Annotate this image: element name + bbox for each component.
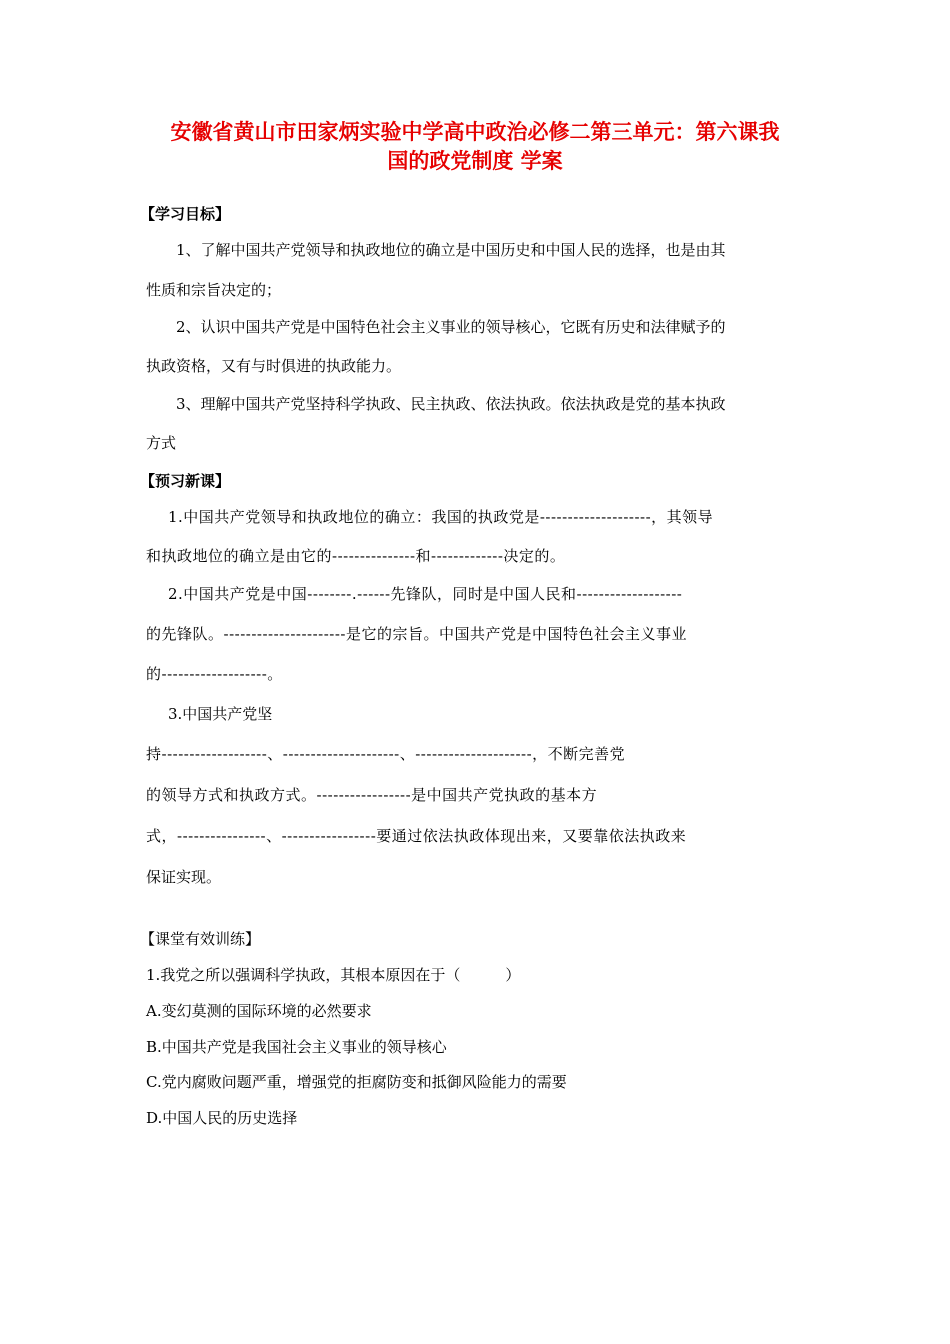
- practice-heading: 【课堂有效训练】: [140, 930, 261, 948]
- practice-option-d: D.中国人民的历史选择: [146, 1109, 298, 1127]
- objective-2-line-1: 2、认识中国共产党是中国特色社会主义事业的领导核心，它既有历史和法律赋予的: [176, 318, 726, 336]
- objective-3-line-2: 方式: [146, 434, 177, 452]
- preview-item-2-line-2: 的先锋队。----------------------是它的宗旨。中国共产党是中国特色社会主义事业: [146, 625, 688, 643]
- objective-3-line-1: 3、理解中国共产党坚持科学执政、民主执政、依法执政。依法执政是党的基本执政: [176, 395, 726, 413]
- document-title: [140, 118, 810, 176]
- title-line-2: 国的政党制度 学案: [387, 149, 563, 173]
- objective-1-line-1: 1、了解中国共产党领导和执政地位的确立是中国历史和中国人民的选择，也是由其: [176, 241, 726, 259]
- preview-item-2-line-3: 的-------------------。: [146, 665, 283, 683]
- preview-heading: 【预习新课】: [140, 472, 231, 490]
- practice-option-a: A.变幻莫测的国际环境的必然要求: [146, 1002, 372, 1020]
- objectives-heading: 【学习目标】: [140, 205, 231, 223]
- practice-option-b: B.中国共产党是我国社会主义事业的领导核心: [146, 1038, 447, 1056]
- preview-item-3-line-1: 3.中国共产党坚: [168, 705, 273, 723]
- title-line-1: 安徽省黄山市田家炳实验中学高中政治必修二第三单元：第六课我: [170, 120, 780, 144]
- objective-2-line-2: 执政资格，又有与时俱进的执政能力。: [146, 357, 402, 375]
- preview-item-3-line-4: 式，----------------、-----------------要通过依法执政体现出来，又要靠依法执政来: [146, 827, 687, 845]
- preview-item-3-line-5: 保证实现。: [146, 868, 222, 886]
- preview-item-1-line-1: 1.中国共产党领导和执政地位的确立：我国的执政党是--------------------，其领导: [168, 508, 714, 526]
- objective-1-line-2: 性质和宗旨决定的；: [146, 281, 282, 299]
- practice-option-c: C.党内腐败问题严重，增强党的拒腐防变和抵御风险能力的需要: [146, 1073, 567, 1091]
- preview-item-2-line-1: 2.中国共产党是中国--------.------先锋队，同时是中国人民和-------------------: [168, 585, 683, 603]
- practice-question: 1.我党之所以强调科学执政，其根本原因在于（ ）: [146, 966, 521, 984]
- preview-item-1-line-2: 和执政地位的确立是由它的---------------和-------------决定的。: [146, 547, 566, 565]
- preview-item-3-line-2: 持-------------------、---------------------、---------------------，不断完善党: [146, 745, 626, 763]
- preview-item-3-line-3: 的领导方式和执政方式。-----------------是中国共产党执政的基本方: [146, 786, 598, 804]
